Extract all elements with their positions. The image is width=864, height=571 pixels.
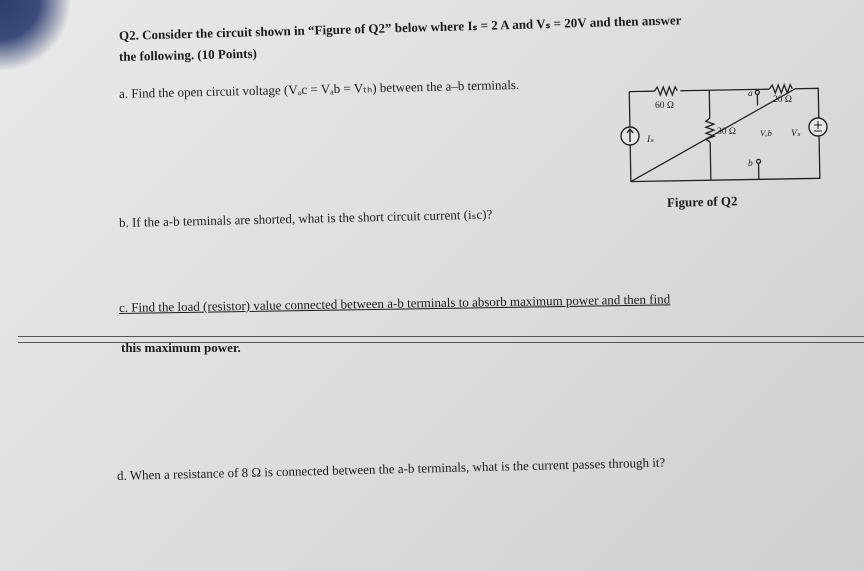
label-20-ohm: 20 Ω — [773, 95, 792, 105]
terminal-a-dot — [755, 90, 759, 94]
circuit-diagram — [615, 70, 830, 195]
label-terminal-a: a — [748, 89, 753, 99]
voltage-source — [809, 118, 827, 136]
current-source — [621, 127, 639, 145]
label-terminal-b: b — [748, 159, 753, 169]
resistor-60-zigzag — [654, 87, 677, 95]
part-c-line1: c. Find the load (resistor) value connected between a-b terminals to absorb maximum power and then find — [118, 291, 671, 315]
part-b: b. If the a-b terminals are shorted, what is the short circuit current (iₛc)? — [118, 206, 493, 230]
label-is: Iₛ — [647, 135, 654, 145]
label-30-ohm: 30 Ω — [717, 127, 736, 137]
label-vs: Vₛ — [791, 129, 801, 139]
part-c-line2: this maximum power. — [121, 340, 241, 355]
question-title: Q2. Consider the circuit shown in “Figure of Q2” below where Iₛ = 2 A and Vₛ = 20V and then answer — [118, 12, 682, 43]
question-subtitle: the following. (10 Points) — [118, 45, 258, 64]
part-d: d. When a resistance of 8 Ω is connected between the a-b terminals, what is the current passes through it? — [116, 454, 666, 483]
label-vab: Vₐb — [760, 128, 772, 138]
figure-caption: Figure of Q2 — [666, 193, 738, 210]
label-60-ohm: 60 Ω — [655, 101, 674, 111]
part-a: a. Find the open circuit voltage (Vₒc = Vₐb = Vₜₕ) between the a–b terminals. — [118, 76, 520, 101]
fold-line-1 — [18, 336, 864, 337]
terminal-b-dot — [756, 159, 760, 163]
resistor-30-zigzag — [706, 118, 714, 142]
blue-corner — [0, 0, 70, 70]
